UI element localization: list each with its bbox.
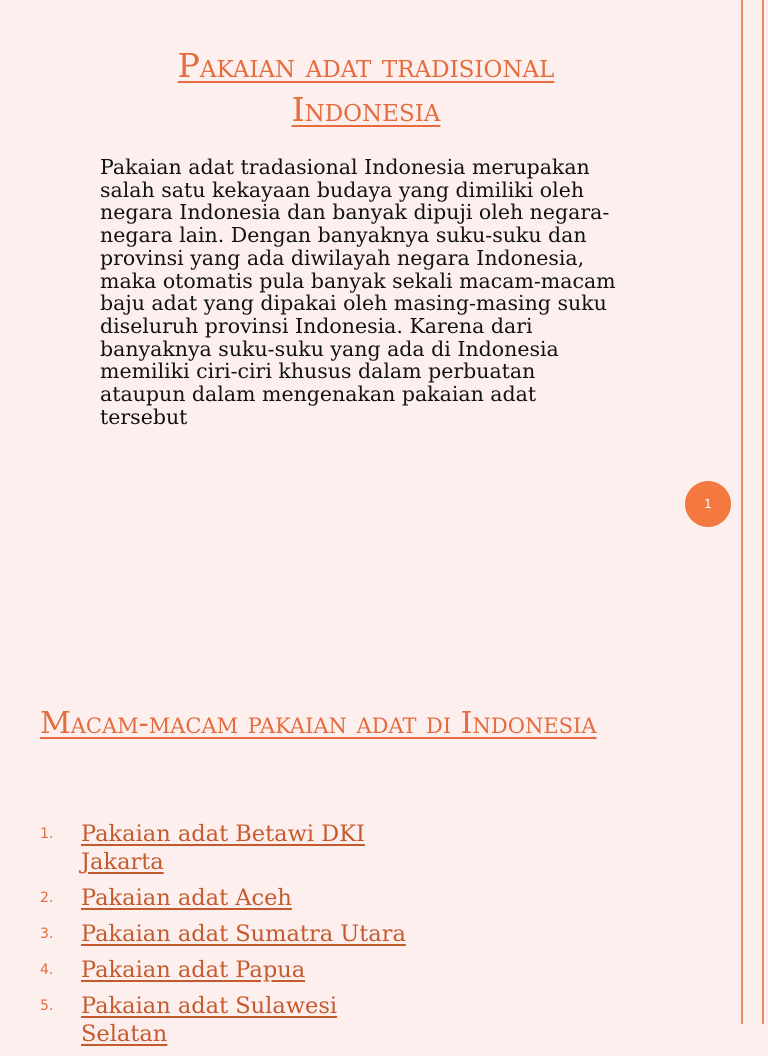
- list-item: [40, 820, 600, 876]
- slide-2: [0, 670, 768, 1047]
- topic-list: [40, 820, 600, 1056]
- list-number: 5.: [40, 998, 54, 1014]
- topic-link-papua[interactable]: Pakaian adat Papua: [81, 957, 306, 983]
- slide-1-title: Pakaian adat tradisional Indonesia: [177, 46, 555, 129]
- topic-link-betawi[interactable]: Pakaian adat Betawi DKI Jakarta: [81, 821, 365, 875]
- list-number: 2.: [40, 890, 54, 906]
- topic-link-sulawesi-selatan[interactable]: Pakaian adat Sulawesi Selatan: [81, 993, 338, 1047]
- list-item: [40, 884, 600, 912]
- topic-link-aceh[interactable]: Pakaian adat Aceh: [81, 885, 292, 911]
- decorative-edge-lines: [736, 0, 768, 670]
- topic-link-sumatra-utara[interactable]: Pakaian adat Sumatra Utara: [81, 921, 406, 947]
- list-number: 4.: [40, 962, 54, 978]
- list-item: [40, 920, 600, 948]
- list-number: 3.: [40, 926, 54, 942]
- list-item: [40, 992, 600, 1048]
- slide-1-body-text: Pakaian adat tradasional Indonesia merupakan salah satu kekayaan budaya yang dimiliki oleh negara Indonesia dan banyak dipuji oleh negara-negara lain. Dengan banyaknya suku-suku dan provinsi yang ada diwilayah negara Indonesia, maka otomatis pula banyak sekali macam-macam baju adat yang dipakai oleh masing-masing suku diseluruh provinsi Indonesia. Karena dari banyaknya suku-suku yang ada di Indonesia memiliki ciri-ciri khusus dalam perbuatan ataupun dalam mengenakan pakaian adat tersebut: [100, 155, 616, 429]
- list-number: 1.: [40, 826, 54, 842]
- slide-2-title: Macam-macam pakaian adat di Indonesia: [40, 706, 597, 741]
- page-number-badge: 1: [685, 481, 731, 527]
- decorative-edge-lines: [736, 670, 768, 1024]
- list-item: [40, 956, 600, 984]
